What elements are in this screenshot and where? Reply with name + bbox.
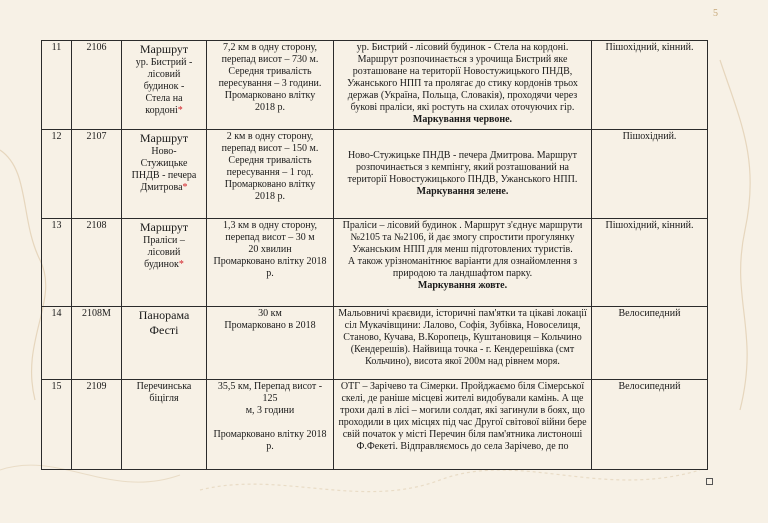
route-description: Мальовничі краєвиди, історичні пам'ятки та цікаві локації сіл Мукачівщини: Лалово, Софія, Зубівка, Новоселиця, Станово, Кучава, В.Коропець, Куштановиця – Кольчино (Кендерешів). Найвища точка - г. Кендерешівка (смт Кольчино), висота якої 200м над рівнем моря.: [334, 307, 592, 380]
table-row: [42, 380, 708, 470]
route-code: 2109: [72, 380, 122, 470]
route-type: Пішохідний, кінний.: [592, 41, 708, 130]
routes-table: [41, 40, 708, 470]
route-type: Пішохідний, кінний.: [592, 219, 708, 307]
route-type: Велосипедний: [592, 307, 708, 380]
route-code: 2106: [72, 41, 122, 130]
table-resize-handle[interactable]: [706, 478, 713, 485]
table-row: [42, 219, 708, 307]
route-params: 30 км Промарковано в 2018: [207, 307, 334, 380]
route-type: Велосипедний: [592, 380, 708, 470]
row-number: 13: [42, 219, 72, 307]
route-params: 35,5 км, Перепад висот - 125 м, 3 години Промарковано влітку 2018 р.: [207, 380, 334, 470]
route-code: 2108: [72, 219, 122, 307]
route-type: Пішохідний.: [592, 130, 708, 219]
route-name: Перечинська біцігля: [122, 380, 207, 470]
route-name: Маршрут Праліси – лісовий будинок*: [122, 219, 207, 307]
table-row: [42, 41, 708, 130]
route-description: ОТГ – Зарічево та Сімерки. Пройджаємо біля Сімерської скелі, де раніше місцеві жителі видобували камінь. А ще трохи далі в лісі – могили солдат, які загинули в боях, що проходили в цих місцях під час Другої світової війни бере свій початок у місті Перечин біля пам'ятника листоноші Ф.Фекеті. Відправляємось до села Зарічево, де по: [334, 380, 592, 470]
route-description: Ново-Стужицьке ПНДВ - печера Дмитрова. Маршрут розпочинається з кемпінгу, який розташований на території Новостужицького ПНДВ, Ужанського НПП. Маркування зелене.: [334, 130, 592, 219]
route-name: Маршрут ур. Бистрий - лісовий будинок - Стела на кордоні*: [122, 41, 207, 130]
route-params: 2 км в одну сторону, перепад висот – 150 м. Середня тривалість пересування – 1 год. Промарковано влітку 2018 р.: [207, 130, 334, 219]
route-params: 1,3 км в одну сторону, перепад висот – 30 м 20 хвилин Промарковано влітку 2018 р.: [207, 219, 334, 307]
route-code: 2108М: [72, 307, 122, 380]
page-number: 5: [713, 8, 718, 19]
row-number: 15: [42, 380, 72, 470]
route-name: Маршрут Ново- Стужицьке ПНДВ - печера Дмитрова*: [122, 130, 207, 219]
row-number: 14: [42, 307, 72, 380]
row-number: 11: [42, 41, 72, 130]
route-description: ур. Бистрий - лісовий будинок - Стела на кордоні. Маршрут розпочинається з урочища Бистрий яке розташоване на території Новостужицького ПНДВ, Ужанського НПП та пролягає до стику кордонів трьох держав (Україна, Польща, Словакія), проходячи через букові праліси, які ростуть на схилах оточуючих гір. Маркування червоне.: [334, 41, 592, 130]
route-params: 7,2 км в одну сторону, перепад висот – 730 м. Середня тривалість пересування – 3 години. Промарковано влітку 2018 р.: [207, 41, 334, 130]
table-row: [42, 307, 708, 380]
table-row: [42, 130, 708, 219]
route-description: Праліси – лісовий будинок . Маршрут з'єднує маршрути №2105 та №2106, й дає змогу спростити прогулянку Ужанським НПП для менш підготовлених туристів. А також урізноманітнює варіанти для ознайомлення з природою та ландшафтом парку. Маркування жовте.: [334, 219, 592, 307]
row-number: 12: [42, 130, 72, 219]
route-name: Панорама Фесті: [122, 307, 207, 380]
route-code: 2107: [72, 130, 122, 219]
